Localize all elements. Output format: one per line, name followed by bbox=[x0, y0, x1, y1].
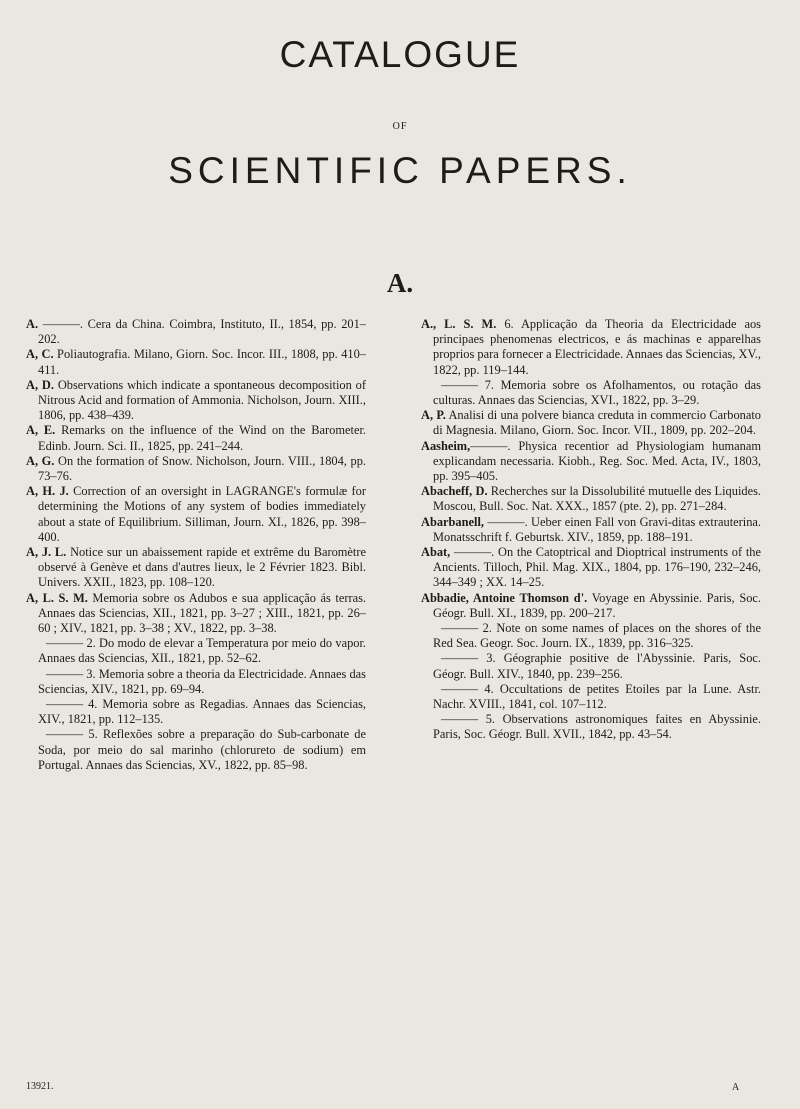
entry-author: Abat, bbox=[421, 545, 451, 560]
entry-author: Abarbanell, bbox=[421, 514, 484, 529]
entry-text: Poliautografia. Milano, Giorn. Soc. Incor. III., 1808, pp. 410–411. bbox=[38, 347, 366, 377]
entry-text: ———. Cera da China. Coimbra, Instituto, II., 1854, pp. 201–202. bbox=[38, 317, 366, 347]
entry-text: Voyage en Abyssinie. Paris, Soc. Géogr. Bull. XI., 1839, pp. 200–217. bbox=[433, 590, 762, 620]
entry-text: Analisi di una polvere bianca creduta in commercio Carbonato di Magnesia. Milano, Giorn. Soc. Incor. VII., 1809, pp. 202–204. bbox=[433, 408, 761, 438]
catalogue-entry bbox=[421, 621, 761, 651]
entry-author: A, P. bbox=[421, 408, 446, 423]
right-column bbox=[421, 317, 761, 743]
signature-mark: 13921. bbox=[26, 1081, 54, 1092]
entry-text: On the formation of Snow. Nicholson, Journ. VIII., 1804, pp. 73–76. bbox=[38, 453, 366, 484]
entry-text: ———. Physica recentior ad Physiologiam humanam explicandam necessaria. Kiobh., Reg. Soc. Med. Acta, IV., 1803, pp. 395–405. bbox=[433, 438, 761, 484]
catalogue-entry bbox=[26, 591, 366, 637]
entry-text: Notice sur un abaissement rapide et extrême du Baromètre observé à Genève et dans d'autres lieux, le 2 Février 1823. Bibl. Univers. XXII., 1823, pp. 108–120. bbox=[38, 545, 366, 590]
catalogue-entry bbox=[26, 423, 366, 453]
catalogue-entry bbox=[421, 545, 761, 591]
catalogue-entry bbox=[421, 651, 761, 681]
catalogue-entry bbox=[26, 378, 366, 424]
entry-text: Correction of an oversight in LAGRANGE's formulæ for determining the Motions of any system of bodies immediately about a state of Equilibrium. Silliman, Journ. XI., 1826, pp. 398–400. bbox=[38, 484, 366, 544]
signature-letter: A bbox=[732, 1082, 740, 1093]
entry-author: A, C. bbox=[26, 347, 54, 362]
entry-text: 6. Applicação da Theoria da Electricidade aos principaes phenomenas electricos, e ás machinas e apparelhas proprios para fornecer a Electricidade. Annaes das Sciencias, XV., 1822, pp. 119–144. bbox=[433, 317, 761, 377]
title-of: OF bbox=[392, 121, 408, 132]
catalogue-entry bbox=[26, 697, 366, 727]
catalogue-entry bbox=[26, 454, 366, 484]
catalogue-entry bbox=[421, 515, 761, 545]
catalogue-entry bbox=[421, 712, 761, 742]
entry-text: ——— 4. Occultations de petites Etoiles par la Lune. Astr. Nachr. XVIII., 1841, col. 107–112. bbox=[433, 681, 761, 712]
entry-text: ———. On the Catoptrical and Dioptrical instruments of the Ancients. Tilloch, Phil. Mag. XIX., 1804, pp. 176–190, 232–246, 344–349 ; XX. 14–25. bbox=[433, 545, 761, 590]
section-letter: A. bbox=[386, 268, 414, 298]
catalogue-entry bbox=[26, 667, 366, 697]
entry-author: A, G. bbox=[26, 453, 55, 468]
entry-text: ——— 4. Memoria sobre as Regadias. Annaes das Sciencias, XIV., 1821, pp. 112–135. bbox=[38, 697, 366, 727]
entry-text: ———. Ueber einen Fall von Gravi-ditas extrauterina. Monatsschrift f. Geburtsk. XIV., 1859, pp. 188–191. bbox=[433, 514, 761, 544]
page-title: CATALOGUE bbox=[279, 34, 521, 75]
entry-text: ——— 7. Memoria sobre os Afolhamentos, ou rotação das culturas. Annaes das Sciencias, XVI., 1822, pp. 3–29. bbox=[433, 377, 761, 408]
catalogue-entry bbox=[421, 378, 761, 408]
entry-text: Recherches sur la Dissolubilité mutuelle des Liquides. Moscou, Bull. Soc. Nat. XXX., 1857 (pte. 2), pp. 271–284. bbox=[433, 484, 761, 514]
entry-author: A, E. bbox=[26, 423, 56, 438]
entry-text: ——— 3. Géographie positive de l'Abyssinie. Paris, Soc. Géogr. Bull. XIV., 1840, pp. 239–256. bbox=[433, 651, 761, 681]
entry-author: A. bbox=[26, 317, 39, 331]
entry-text: Observations which indicate a spontaneous decomposition of Nitrous Acid and formation of Ammonia. Nicholson, Journ. XIII., 1806, pp. 438–439. bbox=[38, 377, 366, 423]
catalogue-entry bbox=[421, 408, 761, 438]
catalogue-entry bbox=[26, 347, 366, 377]
entry-text: ——— 2. Note on some names of places on the shores of the Red Sea. Geogr. Soc. Journ. IX., 1839, pp. 316–325. bbox=[433, 621, 761, 651]
entry-text: Memoria sobre os Adubos e sua applicação ás terras. Annaes das Sciencias, XII., 1821, pp. 3–27 ; XIII., 1821, pp. 26–60 ; XIV., 1821, pp. 3–38 ; XV., 1822, pp. 3–38. bbox=[38, 590, 366, 636]
entry-author: Abacheff, D. bbox=[421, 484, 488, 499]
entry-text: ——— 5. Reflexões sobre a preparação do Sub-carbonate de Soda, por meio do sal marinho (chlorureto de sodium) em Portugal. Annaes das Sciencias, XV., 1822, pp. 85–98. bbox=[38, 727, 366, 772]
catalogue-entry bbox=[26, 317, 366, 347]
entry-text: ——— 3. Memoria sobre a theoria da Electricidade. Annaes das Sciencias, XIV., 1821, pp. 69–94. bbox=[38, 666, 366, 696]
entry-author: A, D. bbox=[26, 377, 54, 392]
catalogue-entry bbox=[421, 591, 761, 621]
entry-text: ——— 5. Observations astronomiques faites en Abyssinie. Paris, Soc. Géogr. Bull. XVII., 1842, pp. 43–54. bbox=[433, 712, 761, 742]
catalogue-entry bbox=[26, 545, 366, 591]
entry-text: ——— 2. Do modo de elevar a Temperatura por meio do vapor. Annaes das Sciencias, XII., 1821, pp. 52–62. bbox=[38, 636, 366, 666]
entry-author: A, H. J. bbox=[26, 484, 69, 499]
catalogue-entry bbox=[26, 484, 366, 545]
entry-author: A., L. S. M. bbox=[421, 317, 497, 331]
entry-author: A, J. L. bbox=[26, 545, 67, 560]
catalogue-entry bbox=[421, 682, 761, 712]
page-subtitle: SCIENTIFIC PAPERS. bbox=[168, 150, 632, 191]
catalogue-entry bbox=[26, 727, 366, 773]
left-column bbox=[26, 317, 366, 773]
entry-author: Aasheim, bbox=[421, 438, 471, 453]
catalogue-entry bbox=[421, 484, 761, 514]
catalogue-entry bbox=[421, 439, 761, 485]
entry-author: Abbadie, Antoine Thomson d'. bbox=[421, 590, 588, 605]
catalogue-entry bbox=[421, 317, 761, 378]
entry-author: A, L. S. M. bbox=[26, 590, 88, 605]
entry-text: Remarks on the influence of the Wind on the Barometer. Edinb. Journ. Sci. II., 1825, pp. 241–244. bbox=[38, 423, 366, 453]
catalogue-entry bbox=[26, 636, 366, 666]
